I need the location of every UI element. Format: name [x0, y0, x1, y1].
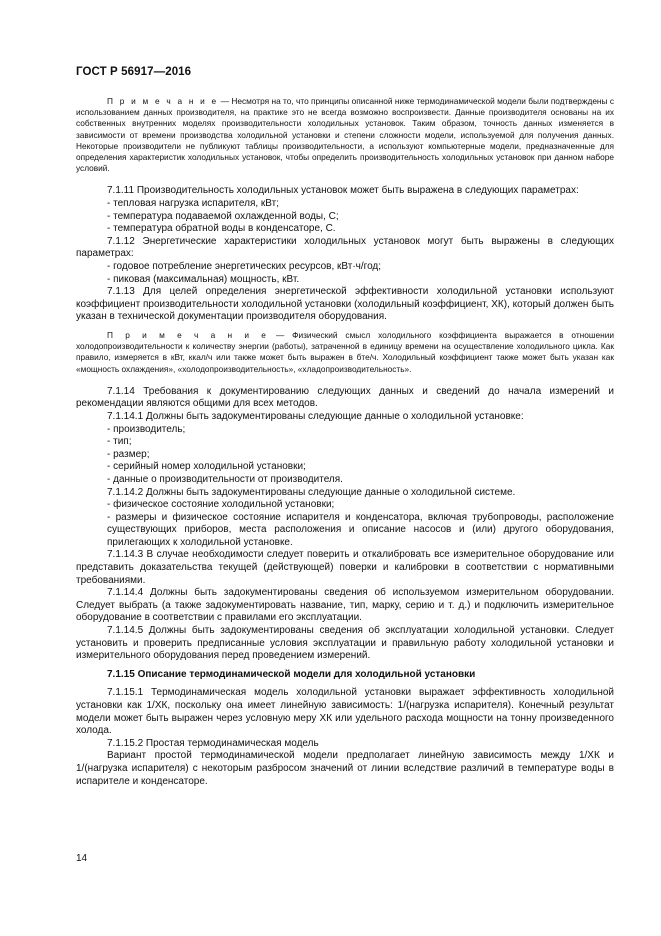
clause-7-1-14-1: 7.1.14.1 Должны быть задокументированы следующие данные о холодильной установке:	[107, 410, 524, 422]
list-item: - размер;	[76, 449, 614, 462]
note-2	[76, 330, 614, 375]
clause-7-1-14-4: 7.1.14.4 Должны быть задокументированы сведения об используемом измерительном оборудовании. Следует выбрать (а также задокументировать название, тип, марку, серию и т. д.) и подключить измерительное оборудование в соответствии с правилами его эксплуатации.	[76, 587, 614, 624]
note-label: П р и м е ч а н и е	[107, 329, 269, 340]
list-item: - тепловая нагрузка испарителя, кВт;	[76, 198, 614, 211]
clause-7-1-14-3: 7.1.14.3 В случае необходимости следует поверить и откалибровать все измерительное оборудование или представить доказательства текущей (действующей) поверки и калибровки в соответствии с нормативными требованиями.	[76, 549, 614, 586]
clause-7-1-14: 7.1.14 Требования к документированию следующих данных и сведений до начала измерений и рекомендации являются общими для всех методов.	[76, 385, 614, 410]
clause-7-1-14-5: 7.1.14.5 Должны быть задокументированы сведения об эксплуатации холодильной установки. Следует установить и проверить предписанные условия эксплуатации и правильную работу холодильной установки и измерительного оборудования перед проведением измерений.	[76, 625, 614, 662]
clause-7-1-12: 7.1.12 Энергетические характеристики холодильных установок могут быть выражены в следующих параметрах:	[76, 235, 614, 260]
document-body	[76, 96, 614, 788]
clause-7-1-15-2-title: 7.1.15.2 Простая термодинамическая модель	[107, 737, 319, 749]
list-item: - серийный номер холодильной установки;	[76, 461, 614, 474]
clause-7-1-15-2-text: Вариант простой термодинамической модели предполагает линейную зависимость между 1/ХК и 1/(нагрузка испарителя) с некоторым разбросом значений от линии вследствие различий в температуре воды в испарителе и конденсаторе.	[76, 750, 614, 787]
list-item: - физическое состояние холодильной установки;	[76, 499, 614, 512]
clause-7-1-13: 7.1.13 Для целей определения энергетической эффективности холодильной установки используют коэффициент производительности холодильной установки (холодильный коэффициент, ХК), который должен быть указан в технической документации производителя оборудования.	[76, 286, 614, 323]
list-item: - годовое потребление энергетических ресурсов, кВт·ч/год;	[76, 261, 614, 274]
note-1	[76, 96, 614, 174]
list-item: - тип;	[76, 436, 614, 449]
page-header: ГОСТ Р 56917—2016	[76, 66, 192, 78]
clause-7-1-11: 7.1.11 Производительность холодильных установок может быть выражена в следующих параметрах:	[107, 185, 579, 197]
list-item: - температура подаваемой охлажденной воды, С;	[76, 211, 614, 224]
list-item: - производитель;	[76, 424, 614, 437]
note-text: — Несмотря на то, что принципы описанной ниже термодинамической модели были подтверждены с использованием данных производителя, на практике это не всегда возможно воспроизвести. Данные производителя основаны на их собственных внутренних моделях производительности холодильных установок. Таким образом, точность данных изменяется в зависимости от времени производства холодильной установки и степени сложности модели, используемой для получения данных. Некоторые производители не публикуют таблицы производительности, а используют компьютерные модели, предназначенные для определения характеристик холодильных установок, чтобы определить производительность холодильных установок при данном наборе условий.	[76, 96, 614, 174]
note-label: П р и м е ч а н и е	[107, 96, 219, 106]
note-text: — Физический смысл холодильного коэффициента выражается в отношении холодопроизводительности к количеству энергии (работы), затраченной в единицу времени на осуществление холодильного цикла. Как правило, измеряется в кВт, ккал/ч или также может быть выражен в бте/ч. Холодильный коэффициент также может быть указан как «мощность охлаждения», «холодопроизводительность», «хладопроизводительность».	[76, 329, 614, 374]
list-item: - пиковая (максимальная) мощность, кВт.	[76, 274, 614, 287]
page-number: 14	[76, 853, 88, 864]
list-item: - размеры и физическое состояние испарителя и конденсатора, включая трубопроводы, расположение существующих приборов, места расположения и описание насосов и (или) другого оборудования, прилегающих к холодильной установке.	[76, 512, 614, 550]
clause-7-1-14-2: 7.1.14.2 Должны быть задокументированы следующие данные о холодильной системе.	[107, 486, 516, 498]
clause-7-1-15-1: 7.1.15.1 Термодинамическая модель холодильной установки выражает эффективность холодильной установки как 1/ХК, поскольку она имеет линейную зависимость: 1/(нагрузка испарителя). Конечный результат модели может быть выражен через условную меру ХК или удельного расхода мощности на тонну произведенного холода.	[76, 687, 614, 737]
section-heading-7-1-15: 7.1.15 Описание термодинамической модели для холодильной установки	[107, 668, 476, 680]
list-item: - данные о производительности от производителя.	[76, 474, 614, 487]
list-item: - температура обратной воды в конденсаторе, С.	[76, 223, 614, 236]
